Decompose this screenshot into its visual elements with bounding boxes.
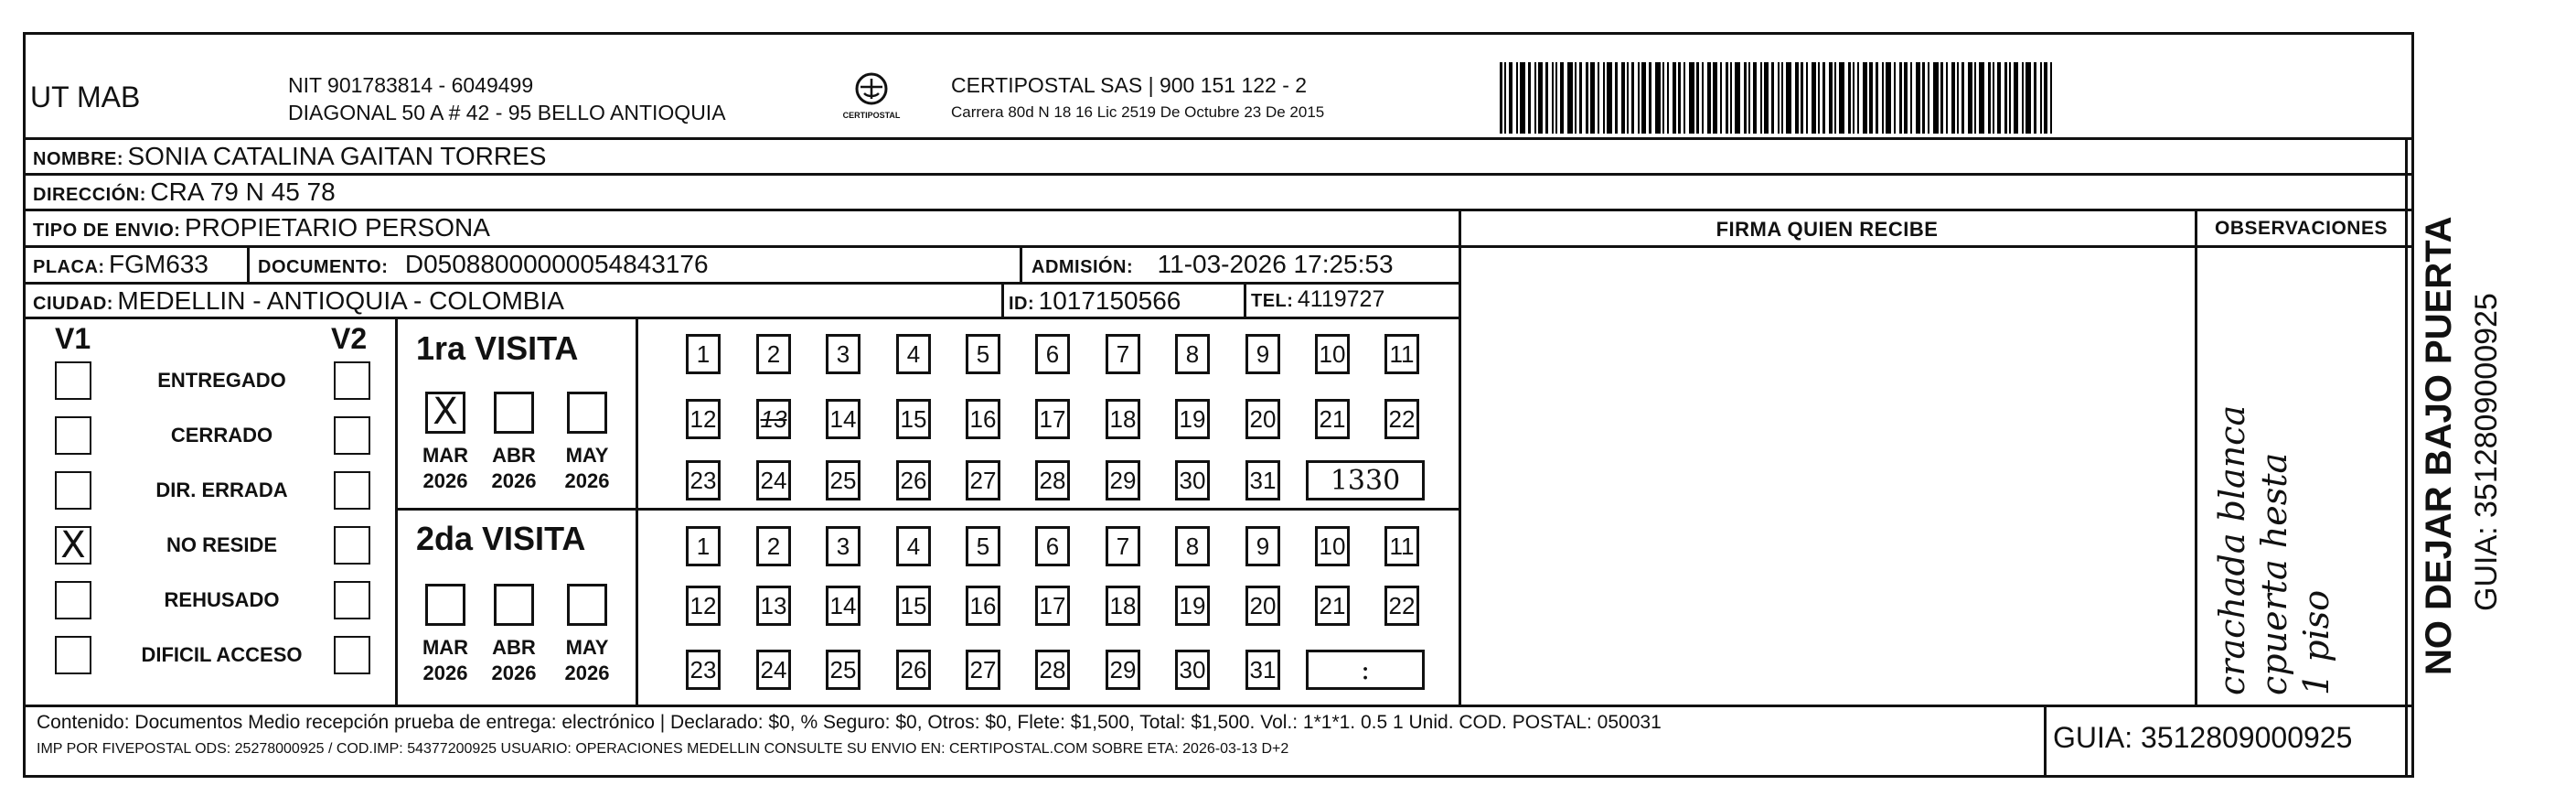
- barcode-bar: [2009, 62, 2011, 134]
- barcode-bar: [1839, 62, 1844, 134]
- month-label: ABR 2026: [491, 444, 537, 492]
- barcode-bar: [1662, 62, 1664, 134]
- status-label: CERRADO: [170, 424, 273, 447]
- barcode-bar: [1590, 62, 1595, 134]
- barcode-bar: [2014, 62, 2018, 134]
- month-label: ABR 2026: [491, 636, 537, 684]
- barcode-bar: [1848, 62, 1851, 134]
- v1-checkbox[interactable]: X: [55, 526, 91, 565]
- barcode-bar: [1579, 62, 1582, 134]
- status-label: DIFICIL ACCESO: [141, 643, 303, 666]
- barcode-bar: [1575, 62, 1577, 134]
- barcode-bar: [1916, 62, 1920, 134]
- barcode-bar: [1899, 62, 1902, 134]
- documento-field: [258, 250, 709, 279]
- day-box[interactable]: 15: [896, 586, 931, 626]
- day-box[interactable]: 24: [756, 650, 791, 690]
- barcode-bar: [1621, 62, 1625, 134]
- day-box[interactable]: 30: [1175, 650, 1210, 690]
- footer-guia: GUIA: 3512809000925: [2053, 721, 2353, 754]
- barcode-bar: [1744, 62, 1747, 134]
- day-box[interactable]: 22: [1384, 399, 1419, 439]
- footer-contenido: Contenido: Documentos Medio recepción prueba de entrega: electrónico | Declarado: $0, % Seguro: $0, Otros: $0, Flete: $1,500, Total: $1,500. Vol.: 1*1*1. 0.5 1 Unid. COD. POSTAL: 050031: [37, 712, 1662, 733]
- tel-field: [1251, 286, 1384, 313]
- tipo-value: PROPIETARIO PERSONA: [184, 213, 490, 242]
- day-box[interactable]: 28: [1035, 650, 1070, 690]
- barcode-bar: [1638, 62, 1640, 134]
- day-box[interactable]: 9: [1245, 334, 1280, 374]
- barcode-bar: [1961, 62, 1964, 134]
- v2-checkbox[interactable]: [334, 581, 370, 619]
- barcode-bar: [1786, 62, 1791, 134]
- barcode-bar: [1555, 62, 1557, 134]
- day-box[interactable]: 14: [826, 399, 860, 439]
- barcode-bar: [1882, 62, 1884, 134]
- day-box[interactable]: 2: [756, 334, 791, 374]
- placa-value: FGM633: [109, 250, 208, 278]
- month-label: MAY 2026: [564, 636, 610, 684]
- day-box[interactable]: 8: [1175, 334, 1210, 374]
- barcode-bar: [1720, 62, 1722, 134]
- day-box[interactable]: 7: [1106, 526, 1140, 566]
- admision-field: [1031, 250, 1394, 279]
- barcode-bar: [1834, 62, 1836, 134]
- barcode-bar: [1567, 62, 1573, 134]
- barcode-bar: [1801, 62, 1803, 134]
- day-box[interactable]: 12: [686, 399, 721, 439]
- barcode-bar: [2026, 62, 2031, 134]
- direccion-row: [33, 178, 336, 207]
- id-field: [1009, 286, 1181, 316]
- admision-value: 11-03-2026 17:25:53: [1157, 250, 1394, 278]
- barcode-bar: [1818, 62, 1820, 134]
- barcode-bar: [1829, 62, 1833, 134]
- day-box[interactable]: 29: [1106, 460, 1140, 500]
- nit-text: NIT 901783814 - 6049499: [288, 73, 534, 97]
- day-box[interactable]: 25: [826, 460, 860, 500]
- day-box[interactable]: 23: [686, 650, 721, 690]
- direccion-label: DIRECCIÓN:: [33, 185, 146, 205]
- day-box[interactable]: 26: [896, 650, 931, 690]
- barcode-bar: [1598, 62, 1599, 134]
- day-box[interactable]: 28: [1035, 460, 1070, 500]
- month-label: MAR 2026: [422, 636, 469, 684]
- day-box[interactable]: 27: [966, 650, 1000, 690]
- ciudad-label: CIUDAD:: [33, 294, 113, 314]
- barcode-bar: [1627, 62, 1629, 134]
- barcode-bar: [1713, 62, 1717, 134]
- barcode-bar: [1509, 62, 1512, 134]
- barcode-bar: [1968, 62, 1972, 134]
- status-label: DIR. ERRADA: [155, 479, 288, 501]
- barcode-bar: [1904, 62, 1908, 134]
- day-box[interactable]: 26: [896, 460, 931, 500]
- barcode-bar: [1603, 62, 1605, 134]
- day-box[interactable]: 4: [896, 334, 931, 374]
- tel-label: TEL:: [1251, 291, 1294, 311]
- id-label: ID:: [1009, 294, 1035, 314]
- barcode-bar: [1689, 62, 1694, 134]
- day-box[interactable]: 16: [966, 399, 1000, 439]
- v2-checkbox[interactable]: [334, 361, 370, 400]
- v2-checkbox[interactable]: [334, 636, 370, 674]
- side-warning: NO DEJAR BAJO PUERTA: [2419, 216, 2459, 675]
- observaciones-label: OBSERVACIONES: [2215, 218, 2388, 239]
- v1-checkbox[interactable]: [55, 636, 91, 674]
- barcode: [1500, 62, 2222, 134]
- barcode-bar: [1764, 62, 1769, 134]
- v1-checkbox[interactable]: [55, 581, 91, 619]
- status-label: NO RESIDE: [166, 533, 278, 556]
- sender-address: DIAGONAL 50 A # 42 - 95 BELLO ANTIOQUIA: [288, 101, 726, 124]
- tipo-row: [33, 213, 490, 242]
- firma-label: FIRMA QUIEN RECIBE: [1716, 218, 1939, 241]
- day-box[interactable]: 2: [756, 526, 791, 566]
- day-box[interactable]: 9: [1245, 526, 1280, 566]
- barcode-bar: [1520, 62, 1525, 134]
- barcode-bar: [1735, 62, 1740, 134]
- v2-checkbox[interactable]: [334, 416, 370, 455]
- documento-value: D05088000000054843176: [404, 250, 709, 278]
- day-box[interactable]: 30: [1175, 460, 1210, 500]
- barcode-bar: [1869, 62, 1873, 134]
- documento-label: DOCUMENTO:: [258, 257, 389, 277]
- barcode-bar: [1552, 62, 1554, 134]
- day-box[interactable]: 18: [1106, 399, 1140, 439]
- barcode-bar: [1946, 62, 1948, 134]
- barcode-bar: [1957, 62, 1959, 134]
- barcode-bar: [1812, 62, 1816, 134]
- barcode-bar: [2022, 62, 2024, 134]
- day-box[interactable]: 14: [826, 586, 860, 626]
- month-checkbox[interactable]: [494, 392, 534, 434]
- day-box[interactable]: 5: [966, 526, 1000, 566]
- barcode-bar: [1730, 62, 1732, 134]
- day-box[interactable]: 20: [1245, 399, 1280, 439]
- barcode-bar: [1655, 62, 1661, 134]
- day-box[interactable]: 31: [1245, 650, 1280, 690]
- day-box[interactable]: 19: [1175, 399, 1210, 439]
- barcode-bar: [1778, 62, 1780, 134]
- barcode-bar: [1631, 62, 1634, 134]
- barcode-bar: [1894, 62, 1896, 134]
- barcode-bar: [2034, 62, 2036, 134]
- barcode-bar: [1753, 62, 1757, 134]
- day-box[interactable]: 10: [1315, 334, 1350, 374]
- admision-label: ADMISIÓN:: [1031, 257, 1134, 277]
- barcode-bar: [1951, 62, 1955, 134]
- ciudad-value: MEDELLIN - ANTIOQUIA - COLOMBIA: [117, 286, 564, 315]
- barcode-bar: [1560, 62, 1564, 134]
- day-box[interactable]: 17: [1035, 586, 1070, 626]
- barcode-bar: [1707, 62, 1711, 134]
- id-value: 1017150566: [1038, 286, 1181, 315]
- month-label: MAY 2026: [564, 444, 610, 492]
- day-box[interactable]: 3: [826, 334, 860, 374]
- barcode-bar: [1534, 62, 1536, 134]
- day-box[interactable]: 16: [966, 586, 1000, 626]
- barcode-bar: [1853, 62, 1855, 134]
- day-box[interactable]: 27: [966, 460, 1000, 500]
- month-checkbox[interactable]: [567, 584, 607, 626]
- barcode-bar: [2044, 62, 2047, 134]
- barcode-bar: [1500, 62, 1502, 134]
- courier-name: CERTIPOSTAL SAS | 900 151 122 - 2: [951, 73, 1308, 97]
- barcode-bar: [1504, 62, 1506, 134]
- barcode-bar: [1673, 62, 1676, 134]
- day-box[interactable]: 21: [1315, 399, 1350, 439]
- side-guia: GUIA: 3512809000925: [2469, 293, 2504, 611]
- barcode-bar: [1667, 62, 1669, 134]
- barcode-bar: [1857, 62, 1859, 134]
- v1-checkbox[interactable]: [55, 416, 91, 455]
- nombre-value: SONIA CATALINA GAITAN TORRES: [127, 142, 547, 170]
- day-box[interactable]: 7: [1106, 334, 1140, 374]
- month-checkbox[interactable]: [567, 392, 607, 434]
- visit1-title: 1ra VISITA: [416, 329, 579, 367]
- month-label: MAR 2026: [422, 444, 469, 492]
- barcode-bar: [2004, 62, 2007, 134]
- day-box[interactable]: 21: [1315, 586, 1350, 626]
- barcode-bar: [1607, 62, 1612, 134]
- v2-checkbox[interactable]: [334, 526, 370, 565]
- nombre-row: [33, 142, 546, 171]
- day-box[interactable]: 31: [1245, 460, 1280, 500]
- barcode-bar: [1876, 62, 1878, 134]
- barcode-bar: [1771, 62, 1774, 134]
- barcode-bar: [1615, 62, 1618, 134]
- placa-label: PLACA:: [33, 257, 105, 277]
- v1-checkbox[interactable]: [55, 361, 91, 400]
- day-box[interactable]: 13: [756, 399, 791, 439]
- time-box[interactable]: :: [1306, 650, 1425, 690]
- observaciones-handwritten: crachada blanca cpuerta hesta 1 piso: [2212, 404, 2336, 695]
- day-box[interactable]: 12: [686, 586, 721, 626]
- direccion-value: CRA 79 N 45 78: [150, 178, 336, 206]
- barcode-bar: [1974, 62, 1976, 134]
- status-label: ENTREGADO: [157, 369, 286, 392]
- tipo-label: TIPO DE ENVIO:: [33, 221, 181, 241]
- v2-checkbox[interactable]: [334, 471, 370, 510]
- barcode-bar: [1545, 62, 1548, 134]
- day-box[interactable]: 6: [1035, 526, 1070, 566]
- barcode-bar: [1993, 62, 1994, 134]
- barcode-bar: [1538, 62, 1543, 134]
- barcode-bar: [1641, 62, 1646, 134]
- barcode-bar: [1702, 62, 1704, 134]
- day-box[interactable]: 22: [1384, 586, 1419, 626]
- barcode-bar: [1822, 62, 1825, 134]
- barcode-bar: [1586, 62, 1588, 134]
- barcode-bar: [1683, 62, 1685, 134]
- day-box[interactable]: 20: [1245, 586, 1280, 626]
- day-box[interactable]: 6: [1035, 334, 1070, 374]
- barcode-bar: [1886, 62, 1891, 134]
- day-box[interactable]: 5: [966, 334, 1000, 374]
- barcode-bar: [1940, 62, 1943, 134]
- month-checkbox[interactable]: X: [425, 392, 465, 434]
- v1-header: V1: [55, 322, 91, 355]
- day-box[interactable]: 18: [1106, 586, 1140, 626]
- month-checkbox[interactable]: [425, 584, 465, 626]
- status-label: REHUSADO: [164, 588, 280, 611]
- barcode-bar: [2040, 62, 2042, 134]
- barcode-bar: [1863, 62, 1867, 134]
- barcode-bar: [1748, 62, 1750, 134]
- visit2-title: 2da VISITA: [416, 520, 586, 557]
- barcode-bar: [1696, 62, 1699, 134]
- barcode-bar: [1528, 62, 1531, 134]
- day-box[interactable]: 25: [826, 650, 860, 690]
- day-box[interactable]: 1: [686, 526, 721, 566]
- footer-imp: IMP POR FIVEPOSTAL ODS: 25278000925 / COD.IMP: 54377200925 USUARIO: OPERACIONES MEDELLIN CONSULTE SU ENVIO EN: CERTIPOSTAL.COM SOBRE ETA: 2026-03-13 D+2: [37, 741, 1289, 757]
- day-box[interactable]: 29: [1106, 650, 1140, 690]
- barcode-bar: [1649, 62, 1651, 134]
- barcode-bar: [1781, 62, 1783, 134]
- barcode-bar: [1979, 62, 1984, 134]
- day-box[interactable]: 11: [1384, 526, 1419, 566]
- barcode-bar: [1760, 62, 1762, 134]
- month-checkbox[interactable]: [494, 584, 534, 626]
- barcode-bar: [1795, 62, 1799, 134]
- barcode-bar: [2050, 62, 2052, 134]
- barcode-bar: [1928, 62, 1929, 134]
- day-box[interactable]: 1: [686, 334, 721, 374]
- day-box[interactable]: 10: [1315, 526, 1350, 566]
- barcode-bar: [1997, 62, 2001, 134]
- day-box[interactable]: 24: [756, 460, 791, 500]
- certipostal-logo: CERTIPOSTAL: [830, 71, 913, 126]
- company-name: UT MAB: [30, 81, 141, 113]
- barcode-bar: [1678, 62, 1681, 134]
- v2-header: V2: [331, 322, 368, 355]
- signature-area[interactable]: [1468, 252, 2190, 700]
- day-box[interactable]: 15: [896, 399, 931, 439]
- day-box[interactable]: 8: [1175, 526, 1210, 566]
- day-box[interactable]: 11: [1384, 334, 1419, 374]
- placa-field: [33, 250, 208, 279]
- day-box[interactable]: 13: [756, 586, 791, 626]
- barcode-bar: [1922, 62, 1925, 134]
- day-box[interactable]: 23: [686, 460, 721, 500]
- barcode-bar: [1988, 62, 1991, 134]
- ciudad-field: [33, 286, 564, 316]
- day-box[interactable]: 17: [1035, 399, 1070, 439]
- tel-value: 4119727: [1297, 286, 1385, 312]
- barcode-bar: [1910, 62, 1912, 134]
- v1-checkbox[interactable]: [55, 471, 91, 510]
- day-box[interactable]: 19: [1175, 586, 1210, 626]
- barcode-bar: [1806, 62, 1808, 134]
- time-box[interactable]: 1330: [1306, 460, 1425, 500]
- nombre-label: NOMBRE:: [33, 149, 124, 169]
- barcode-bar: [1516, 62, 1518, 134]
- day-box[interactable]: 3: [826, 526, 860, 566]
- barcode-bar: [1726, 62, 1728, 134]
- barcode-bar: [1933, 62, 1939, 134]
- day-box[interactable]: 4: [896, 526, 931, 566]
- courier-license: Carrera 80d N 18 16 Lic 2519 De Octubre 23 De 2015: [951, 103, 1325, 121]
